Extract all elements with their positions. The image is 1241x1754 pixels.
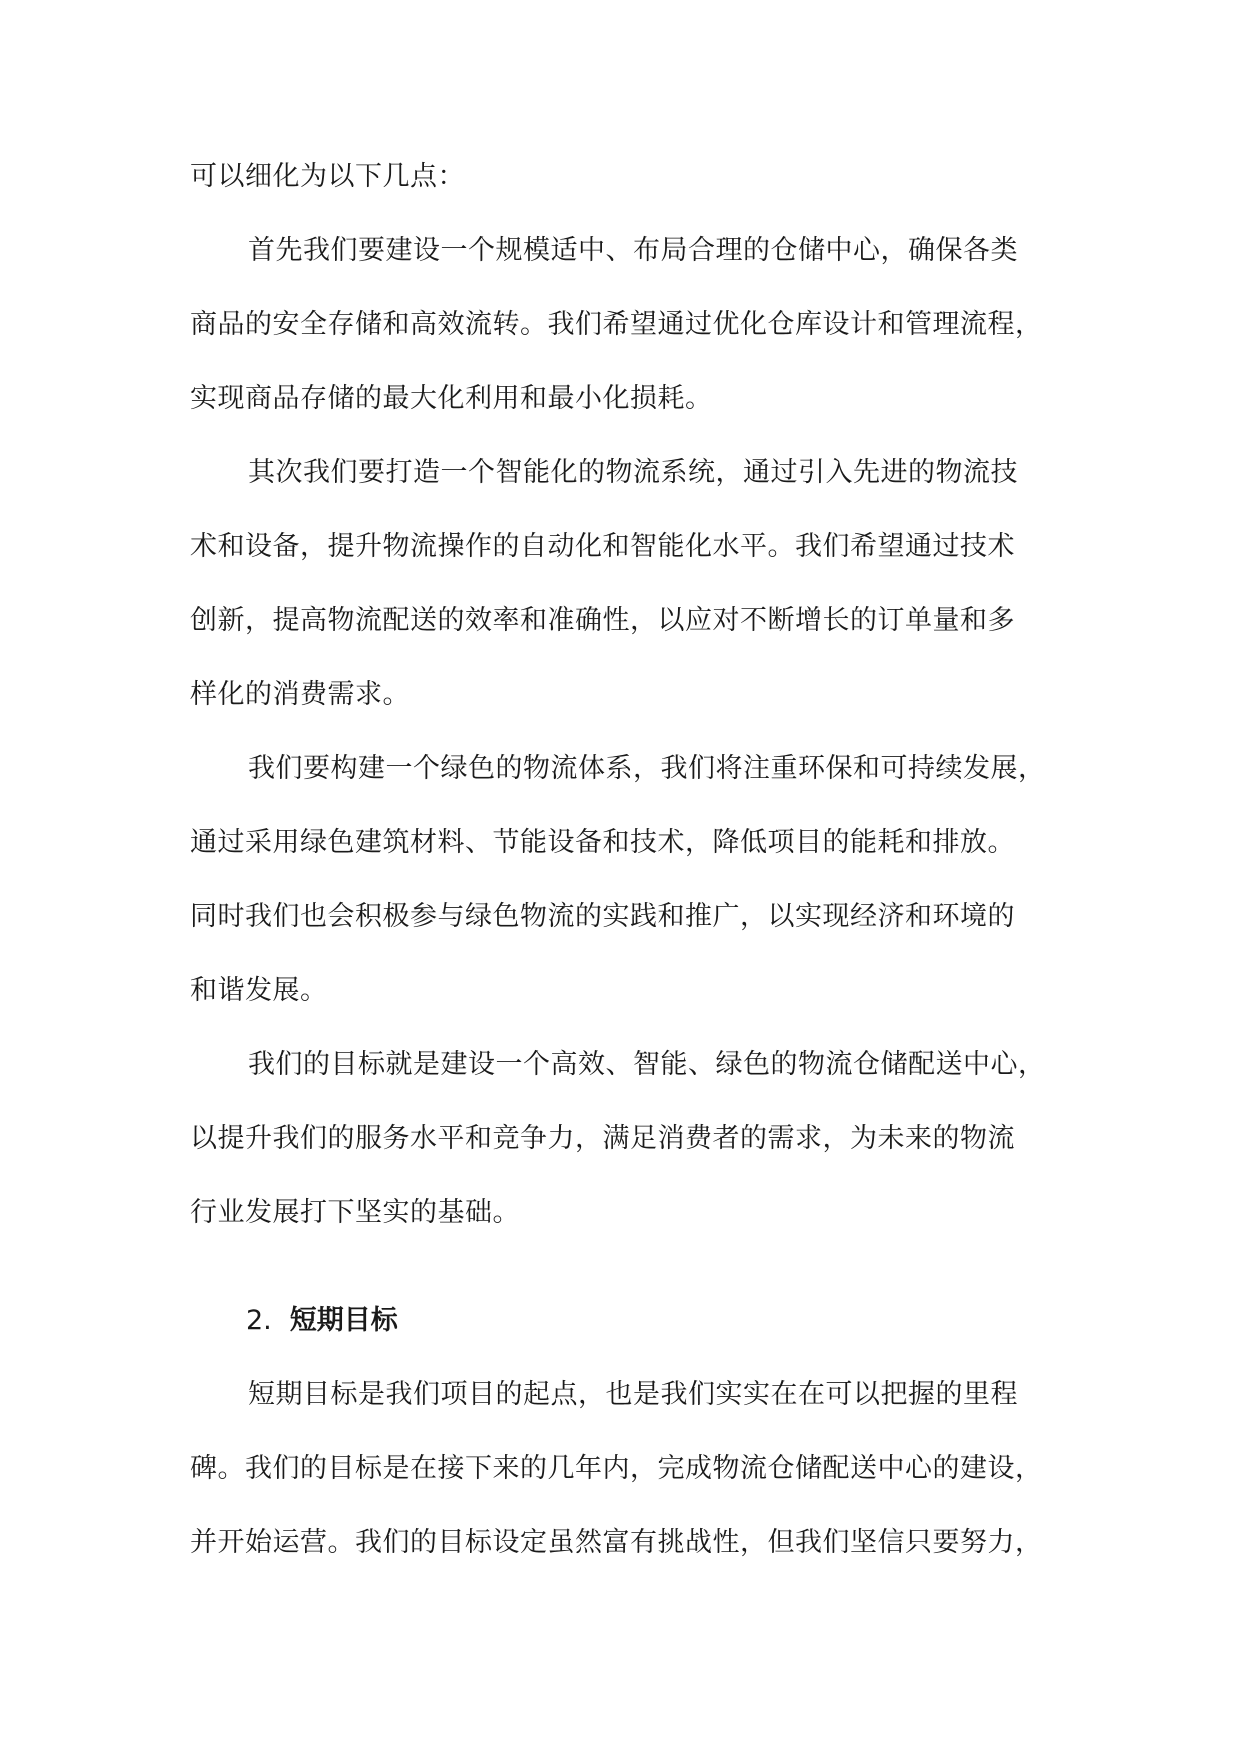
document-body xyxy=(190,140,1060,1580)
text-line: 通过采用绿色建筑材料、节能设备和技术，降低项目的能耗和排放。 xyxy=(190,827,1015,858)
section-number: 2. xyxy=(246,1305,272,1336)
paragraph-logistics-system xyxy=(190,436,1060,732)
paragraph-short-term xyxy=(190,1358,1060,1580)
section-spacer xyxy=(190,1250,1060,1284)
text-line: 并开始运营。我们的目标设定虽然富有挑战性，但我们坚信只要努力， xyxy=(190,1527,1043,1558)
section-title: 短期目标 xyxy=(289,1305,398,1336)
section-heading xyxy=(190,1284,1060,1358)
text-line: 可以细化为以下几点： xyxy=(190,161,465,192)
text-line: 创新，提高物流配送的效率和准确性，以应对不断增长的订单量和多 xyxy=(190,605,1015,636)
text-line: 我们要构建一个绿色的物流体系，我们将注重环保和可持续发展， xyxy=(248,753,1046,784)
text-line: 其次我们要打造一个智能化的物流系统，通过引入先进的物流技 xyxy=(248,457,1018,488)
text-line: 我们的目标就是建设一个高效、智能、绿色的物流仓储配送中心， xyxy=(248,1049,1046,1080)
text-line: 样化的消费需求。 xyxy=(190,679,410,710)
text-line: 碑。我们的目标是在接下来的几年内，完成物流仓储配送中心的建设， xyxy=(190,1453,1043,1484)
text-line: 行业发展打下坚实的基础。 xyxy=(190,1197,520,1228)
text-line: 短期目标是我们项目的起点，也是我们实实在在可以把握的里程 xyxy=(248,1379,1018,1410)
text-line: 同时我们也会积极参与绿色物流的实践和推广，以实现经济和环境的 xyxy=(190,901,1015,932)
paragraph-green-logistics xyxy=(190,732,1060,1028)
text-line: 术和设备，提升物流操作的自动化和智能化水平。我们希望通过技术 xyxy=(190,531,1015,562)
paragraph-summary xyxy=(190,1028,1060,1250)
text-line: 首先我们要建设一个规模适中、布局合理的仓储中心，确保各类 xyxy=(248,235,1018,266)
text-line: 实现商品存储的最大化利用和最小化损耗。 xyxy=(190,383,713,414)
text-line: 和谐发展。 xyxy=(190,975,328,1006)
text-line: 商品的安全存储和高效流转。我们希望通过优化仓库设计和管理流程， xyxy=(190,309,1043,340)
paragraph-warehouse xyxy=(190,214,1060,436)
paragraph-intro xyxy=(190,140,1060,214)
text-line: 以提升我们的服务水平和竞争力，满足消费者的需求，为未来的物流 xyxy=(190,1123,1015,1154)
